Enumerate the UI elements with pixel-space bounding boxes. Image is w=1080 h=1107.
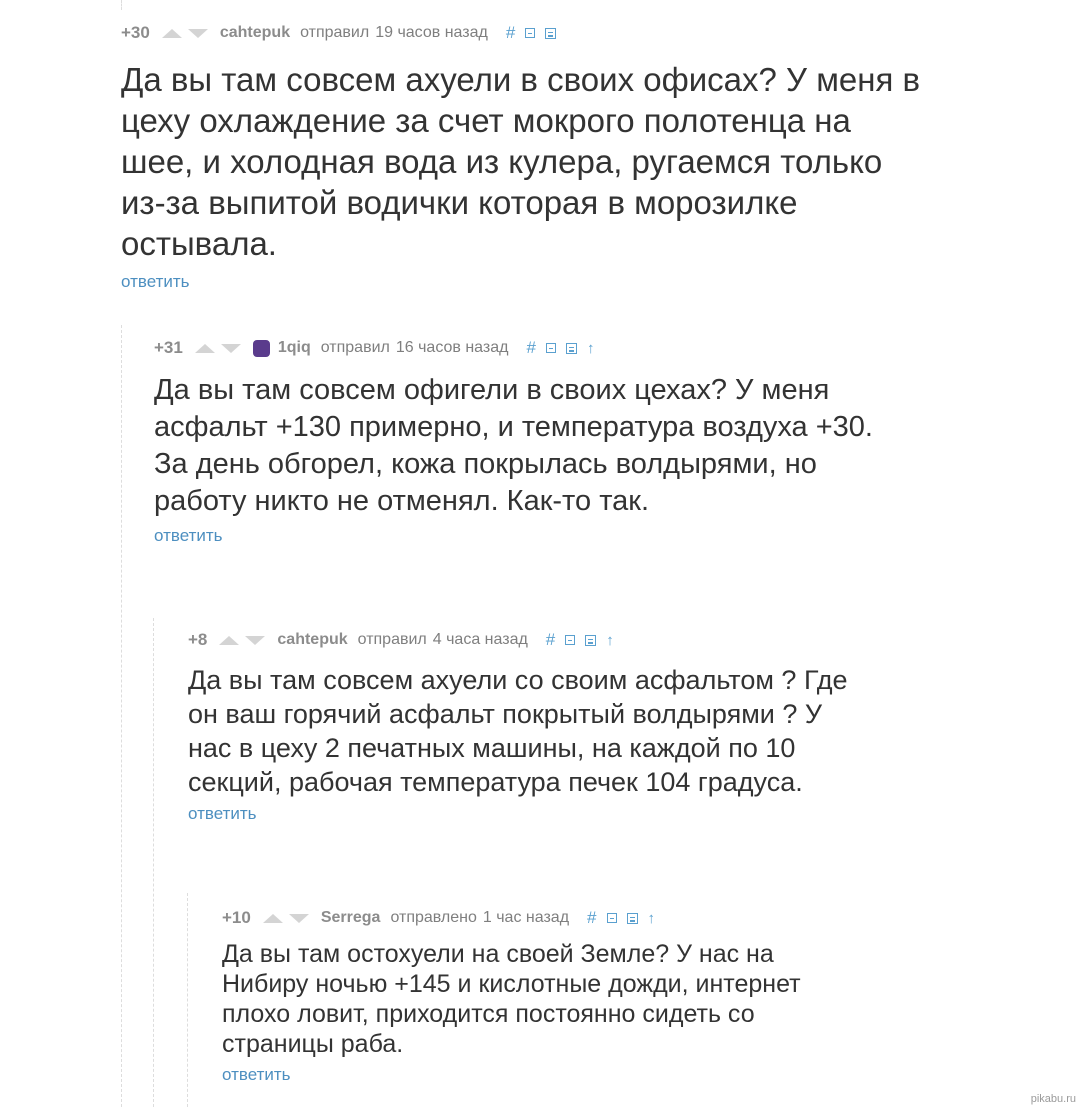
comment-time[interactable]: 16 часов назад xyxy=(395,339,509,356)
hash-link-icon[interactable]: # xyxy=(505,23,516,42)
hash-link-icon[interactable]: # xyxy=(526,338,536,357)
avatar[interactable] xyxy=(253,340,270,357)
reply-link[interactable]: ответить xyxy=(154,526,223,545)
comment xyxy=(154,336,874,546)
comment-author[interactable]: cahtepuk xyxy=(219,24,291,41)
save-icon[interactable] xyxy=(545,28,556,39)
collapse-icon[interactable] xyxy=(565,635,575,645)
comment xyxy=(222,906,842,1085)
watermark: pikabu.ru xyxy=(1030,1093,1076,1105)
thread-line-level-1 xyxy=(121,325,122,1107)
thread-line-level-3 xyxy=(187,893,188,1107)
comment-text: Да вы там совсем ахуели в своих офисах? У меня в цеху охлаждение за счет мокрого полотенца на шее, и холодная вода из кулера, ругаемся только из-за выпитой водички которая в морозилке остывала. xyxy=(121,61,921,262)
vote-up-icon[interactable] xyxy=(162,29,182,38)
comment-time[interactable]: 1 час назад xyxy=(482,909,570,926)
save-icon[interactable] xyxy=(585,635,596,646)
vote-up-icon[interactable] xyxy=(263,914,283,923)
comment-sent-label: отправил xyxy=(300,24,370,41)
comment xyxy=(188,628,868,824)
vote-down-icon[interactable] xyxy=(188,29,208,38)
vote-up-icon[interactable] xyxy=(195,344,215,353)
hash-link-icon[interactable]: # xyxy=(587,908,597,927)
comment-sent-label: отправил xyxy=(320,339,390,356)
vote-down-icon[interactable] xyxy=(245,636,265,645)
vote-down-icon[interactable] xyxy=(221,344,241,353)
comment-time[interactable]: 4 часа назад xyxy=(432,631,528,648)
parent-comment-icon[interactable]: ↑ xyxy=(586,339,595,357)
comment-sent-label: отправил xyxy=(357,631,427,648)
comment-rating: +10 xyxy=(222,908,251,927)
comment-rating: +31 xyxy=(154,338,183,357)
comment-rating: +30 xyxy=(121,23,150,42)
parent-comment-icon[interactable]: ↑ xyxy=(647,909,655,927)
comment xyxy=(121,21,921,292)
comment-time[interactable]: 19 часов назад xyxy=(375,24,488,41)
comment-header xyxy=(188,628,868,652)
comment-author[interactable]: 1qiq xyxy=(277,339,311,356)
comment-text: Да вы там совсем ахуели со своим асфальтом ? Где он ваш горячий асфальт покрытый волдырями ? У нас в цеху 2 печатных машины, на каждой по 10 секций, рабочая температура печек 104 градуса. xyxy=(188,665,848,797)
collapse-icon[interactable] xyxy=(607,913,617,923)
comment-text: Да вы там остохуели на своей Земле? У нас на Нибиру ночью +145 и кислотные дожди, интернет плохо ловит, приходится постоянно сидеть со страницы раба. xyxy=(222,940,801,1058)
reply-link[interactable]: ответить xyxy=(222,1065,291,1084)
vote-up-icon[interactable] xyxy=(219,636,239,645)
parent-comment-icon[interactable]: ↑ xyxy=(606,631,614,649)
comment-rating: +8 xyxy=(188,630,208,649)
save-icon[interactable] xyxy=(627,913,638,924)
vote-down-icon[interactable] xyxy=(289,914,309,923)
comment-author[interactable]: cahtepuk xyxy=(277,631,348,648)
comment-text: Да вы там совсем офигели в своих цехах? У меня асфальт +130 примерно, и температура воздуха +30. За день обгорел, кожа покрылась волдырями, но работу никто не отменял. Как-то так. xyxy=(154,374,873,517)
comment-author[interactable]: Serrega xyxy=(320,909,381,926)
comment-header xyxy=(222,906,842,930)
reply-link[interactable]: ответить xyxy=(188,804,257,823)
save-icon[interactable] xyxy=(566,343,577,354)
comment-header xyxy=(121,21,921,45)
hash-link-icon[interactable]: # xyxy=(545,630,556,649)
thread-line-level-1 xyxy=(121,0,122,10)
collapse-icon[interactable] xyxy=(525,28,535,38)
comment-header xyxy=(154,336,874,360)
collapse-icon[interactable] xyxy=(546,343,556,353)
comment-sent-label: отправлено xyxy=(390,909,477,926)
reply-link[interactable]: ответить xyxy=(121,272,190,291)
thread-line-level-2 xyxy=(153,618,154,1107)
